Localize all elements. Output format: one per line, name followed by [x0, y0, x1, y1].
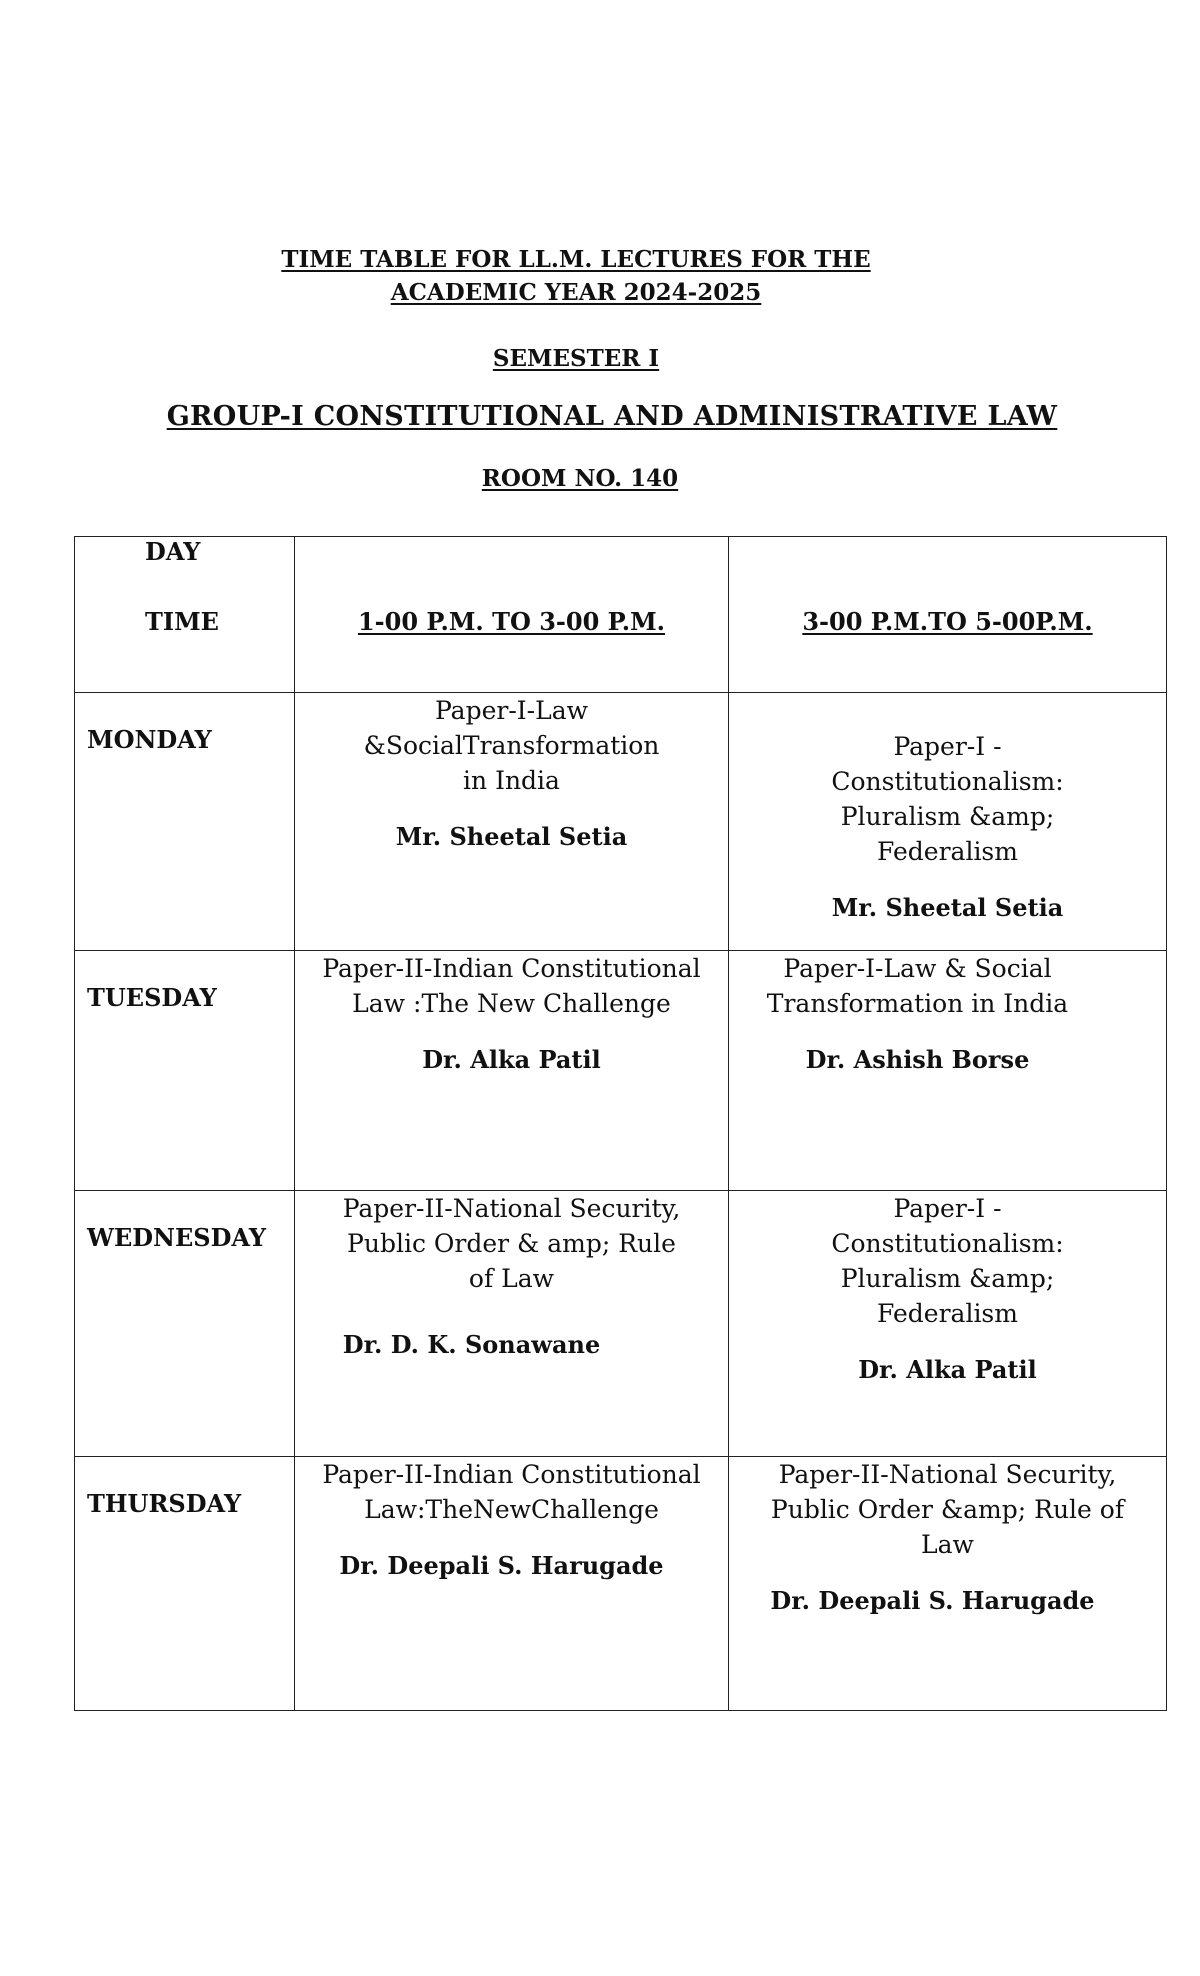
lecture-cell [295, 1457, 729, 1711]
corner-day-label: DAY [145, 537, 201, 566]
day-cell [75, 1457, 295, 1711]
corner-cell [75, 537, 295, 693]
day-name: WEDNESDAY [87, 1223, 266, 1252]
lecture-cell [729, 1457, 1167, 1711]
teacher-name: Dr. Alka Patil [858, 1355, 1037, 1384]
day-cell [75, 693, 295, 951]
paper-title: Paper-II-Indian Constitutional Law :The New Challenge [322, 954, 701, 1018]
group-heading: GROUP-I CONSTITUTIONAL AND ADMINISTRATIVE LAW [166, 401, 1058, 432]
day-name: THURSDAY [87, 1489, 242, 1518]
teacher-name: Dr. Deepali S. Harugade [339, 1551, 664, 1580]
title-line-1: TIME TABLE FOR LL.M. LECTURES FOR THE [281, 246, 871, 273]
paper-title: Paper-I - Constitutionalism: Pluralism &amp; Federalism [831, 732, 1064, 866]
table-header-row [75, 537, 1167, 693]
slot-header-label: 1-00 P.M. TO 3-00 P.M. [357, 607, 665, 636]
slot-header-2 [729, 537, 1167, 693]
lecture-cell [295, 1191, 729, 1457]
slot-header-1 [295, 537, 729, 693]
paper-title: Paper-I-Law & Social Transformation in India [766, 954, 1069, 1018]
paper-title: Paper-II-National Security, Public Order & amp; Rule of Law [342, 1194, 681, 1293]
title-line-2: ACADEMIC YEAR 2024-2025 [390, 279, 762, 306]
teacher-name: Dr. D. K. Sonawane [342, 1330, 601, 1359]
day-name: TUESDAY [87, 983, 217, 1012]
paper-title: Paper-II-Indian Constitutional Law:TheNewChallenge [322, 1460, 701, 1524]
day-cell [75, 1191, 295, 1457]
teacher-name: Dr. Alka Patil [422, 1045, 601, 1074]
lecture-cell [729, 951, 1167, 1191]
teacher-name: Mr. Sheetal Setia [831, 893, 1064, 922]
day-name: MONDAY [87, 725, 212, 754]
paper-title: Paper-I-Law &SocialTransformation in India [363, 696, 660, 795]
teacher-name: Dr. Deepali S. Harugade [770, 1586, 1095, 1615]
semester-heading: SEMESTER I [492, 345, 660, 372]
slot-header-label: 3-00 P.M.TO 5-00P.M. [802, 607, 1093, 636]
paper-title: Paper-I - Constitutionalism: Pluralism &amp; Federalism [831, 1194, 1064, 1328]
paper-title: Paper-II-National Security, Public Order &amp; Rule of Law [770, 1460, 1125, 1559]
table-row [75, 951, 1167, 1191]
table-row [75, 1191, 1167, 1457]
timetable [74, 536, 1167, 1711]
teacher-name: Dr. Ashish Borse [805, 1045, 1030, 1074]
lecture-cell [295, 951, 729, 1191]
lecture-cell [729, 693, 1167, 951]
day-cell [75, 951, 295, 1191]
lecture-cell [295, 693, 729, 951]
room-heading: ROOM NO. 140 [481, 465, 679, 492]
lecture-cell [729, 1191, 1167, 1457]
corner-time-label: TIME [145, 607, 219, 636]
table-row [75, 693, 1167, 951]
teacher-name: Mr. Sheetal Setia [395, 822, 628, 851]
table-row [75, 1457, 1167, 1711]
